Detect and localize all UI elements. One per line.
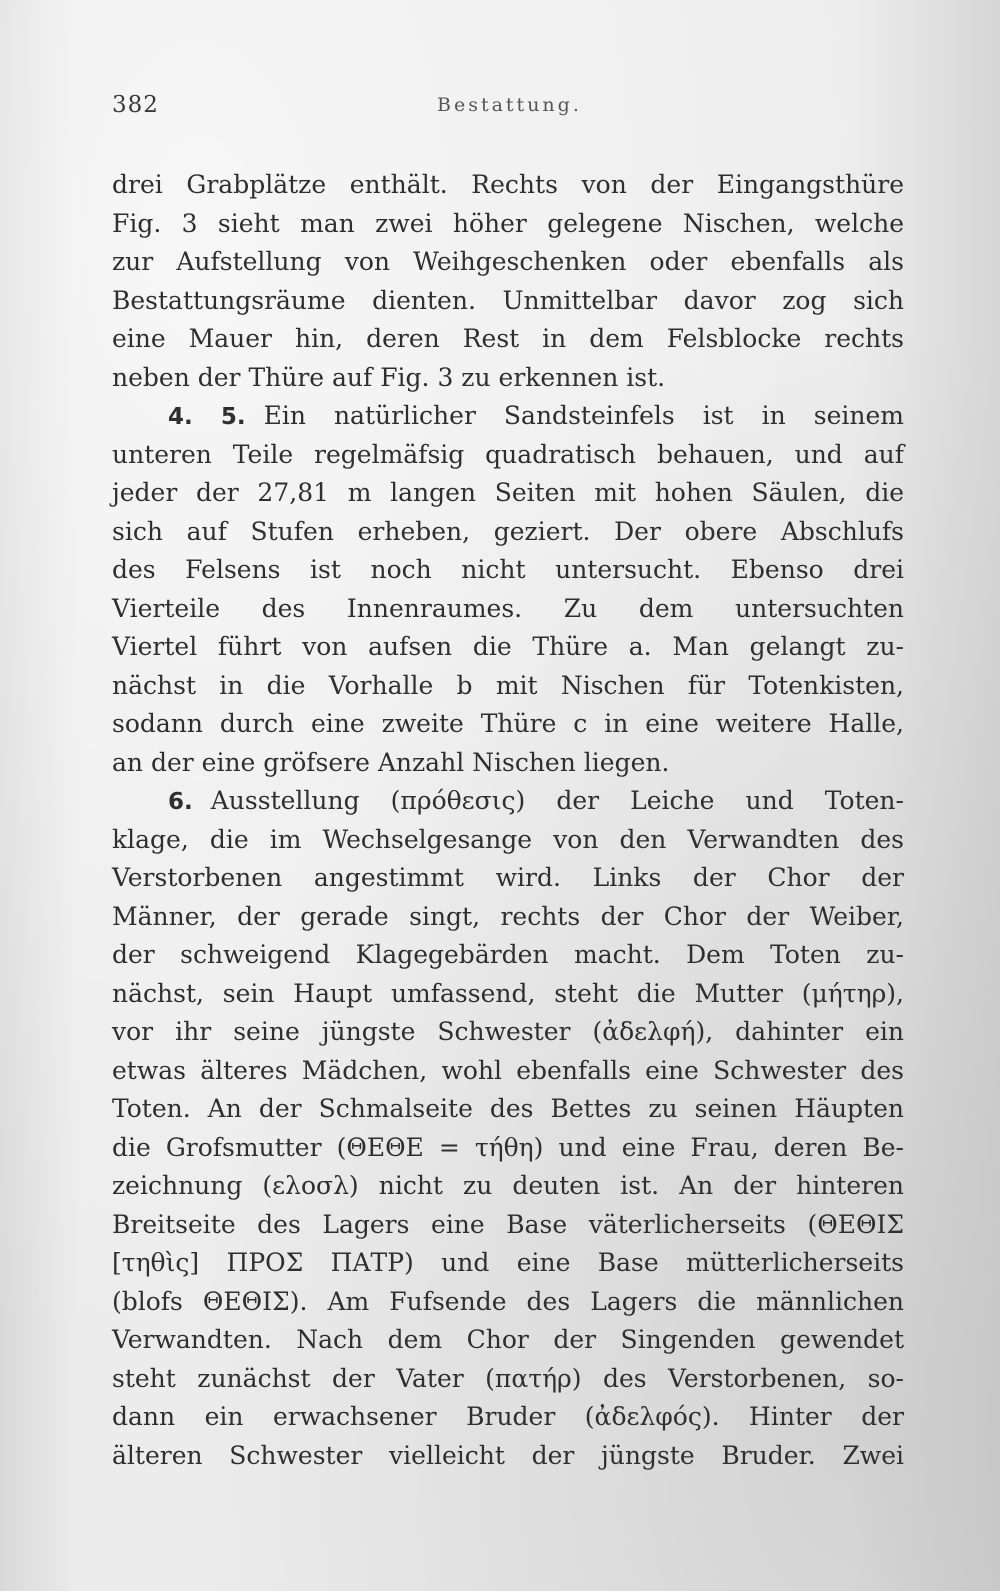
text-line: [112, 1013, 904, 1052]
line-text: die Grofsmutter (ΘΕΘΕ = τήθη) und eine Frau, deren Be-: [112, 1132, 904, 1162]
text-line: [112, 282, 904, 321]
line-text: steht zunächst der Vater (πατήρ) des Verstorbenen, so-: [112, 1363, 904, 1393]
text-line: [112, 166, 904, 205]
text-line: [112, 936, 904, 975]
section-marker: 4. 5.: [168, 404, 246, 430]
page-number: 382: [112, 92, 159, 118]
text-line: [112, 436, 904, 475]
text-line: [112, 205, 904, 244]
text-line: [112, 705, 904, 744]
line-text: Ein natürlicher Sandsteinfels ist in seinem: [263, 401, 904, 430]
text-line: [112, 1129, 904, 1168]
running-head: [112, 92, 902, 126]
text-line: [112, 1244, 904, 1283]
text-line: [112, 782, 904, 821]
text-line: [112, 744, 904, 783]
text-line: [112, 1398, 904, 1437]
line-text: dann ein erwachsener Bruder (ἀδελφός). Hinter der: [112, 1402, 904, 1431]
line-text: eine Mauer hin, deren Rest in dem Felsblocke rechts: [112, 324, 904, 353]
text-line: [112, 243, 904, 282]
line-text: Toten. An der Schmalseite des Bettes zu seinen Häupten: [112, 1094, 904, 1123]
text-line: [112, 859, 904, 898]
line-text: [τηθὶς] ΠΡΟΣ ΠΑΤΡ) und eine Base mütterlicherseits: [112, 1248, 904, 1277]
text-line: [112, 474, 904, 513]
line-text: zur Aufstellung von Weihgeschenken oder ebenfalls als: [112, 247, 904, 276]
line-text: drei Grabplätze enthält. Rechts von der Eingangsthüre: [112, 170, 904, 199]
text-line: [112, 1321, 904, 1360]
body-text: [112, 166, 904, 1475]
line-text: sich auf Stufen erheben, geziert. Der obere Abschlufs: [112, 516, 904, 546]
text-line: [112, 320, 904, 359]
text-line: [112, 1167, 904, 1206]
text-line: [112, 1437, 904, 1476]
line-text: Ausstellung (πρόθεσις) der Leiche und Toten-: [210, 786, 904, 815]
running-title: Bestattung.: [437, 94, 582, 116]
text-line: [112, 975, 904, 1014]
text-line: [112, 513, 904, 552]
text-line: [112, 590, 904, 629]
text-line: [112, 898, 904, 937]
line-text: vor ihr seine jüngste Schwester (ἀδελφή), dahinter ein: [112, 1017, 904, 1046]
line-text: Vierteile des Innenraumes. Zu dem untersuchten: [112, 593, 904, 623]
line-text: neben der Thüre auf Fig. 3 zu erkennen ist.: [112, 362, 666, 392]
line-text: Fig. 3 sieht man zwei höher gelegene Nischen, welche: [112, 208, 904, 238]
line-text: unteren Teile regelmäfsig quadratisch behauen, und auf: [112, 439, 904, 469]
line-text: jeder der 27,81 m langen Seiten mit hohen Säulen, die: [112, 478, 904, 507]
line-text: Breitseite des Lagers eine Base väterlicherseits (ΘΕΘΙΣ: [112, 1209, 904, 1239]
line-text: nächst, sein Haupt umfassend, steht die Mutter (μήτηρ),: [112, 978, 904, 1008]
text-line: [112, 359, 904, 398]
line-text: Männer, der gerade singt, rechts der Chor der Weiber,: [112, 901, 904, 931]
line-text: der schweigend Klagegebärden macht. Dem Toten zu-: [112, 940, 904, 969]
section-marker: 6.: [168, 789, 193, 815]
text-line: [112, 1283, 904, 1322]
text-line: [112, 1206, 904, 1245]
line-text: klage, die im Wechselgesange von den Verwandten des: [112, 824, 904, 854]
text-line: [112, 1360, 904, 1399]
text-line: [112, 1090, 904, 1129]
line-text: Bestattungsräume dienten. Unmittelbar davor zog sich: [112, 285, 904, 315]
text-line: [112, 1052, 904, 1091]
line-text: älteren Schwester vielleicht der jüngste Bruder. Zwei: [112, 1440, 904, 1470]
line-text: an der eine gröfsere Anzahl Nischen liegen.: [112, 747, 670, 777]
line-text: (blofs ΘΕΘΙΣ). Am Fufsende des Lagers die männlichen: [112, 1286, 904, 1316]
text-line: [112, 667, 904, 706]
line-text: sodann durch eine zweite Thüre c in eine weitere Halle,: [112, 709, 904, 738]
text-line: [112, 628, 904, 667]
line-text: zeichnung (ελοσλ) nicht zu deuten ist. An der hinteren: [112, 1171, 904, 1200]
line-text: Viertel führt von aufsen die Thüre a. Man gelangt zu-: [112, 632, 904, 661]
text-line: [112, 821, 904, 860]
line-text: nächst in die Vorhalle b mit Nischen für Totenkisten,: [112, 670, 904, 700]
text-line: [112, 397, 904, 436]
line-text: des Felsens ist noch nicht untersucht. Ebenso drei: [112, 555, 904, 584]
text-line: [112, 551, 904, 590]
line-text: Verwandten. Nach dem Chor der Singenden gewendet: [112, 1325, 904, 1354]
line-text: etwas älteres Mädchen, wohl ebenfalls eine Schwester des: [112, 1055, 904, 1085]
line-text: Verstorbenen angestimmt wird. Links der Chor der: [112, 863, 904, 892]
